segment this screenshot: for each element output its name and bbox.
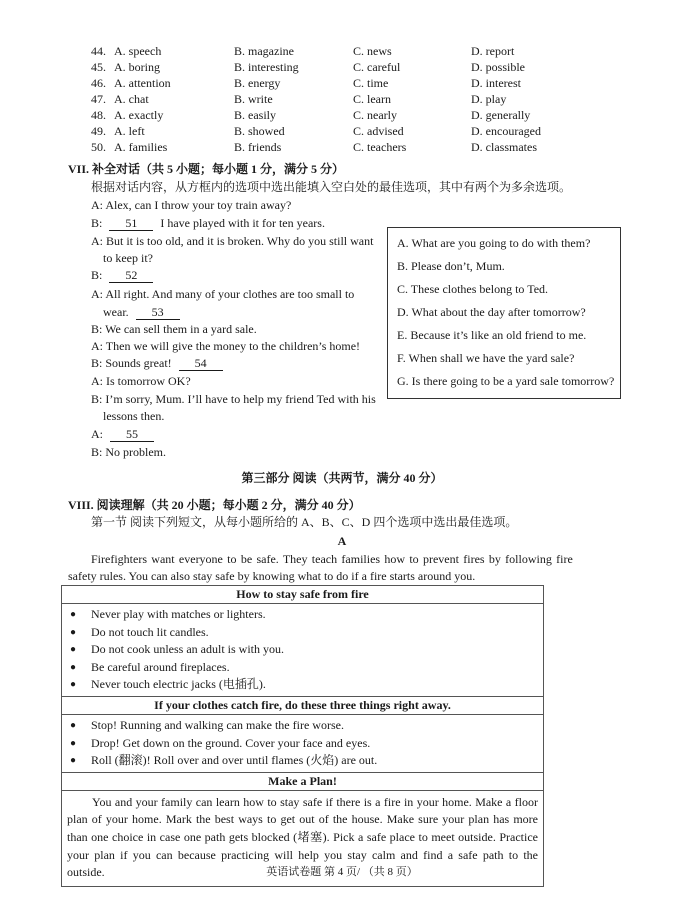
option-d: D. play bbox=[471, 92, 507, 106]
question-number: 48. bbox=[91, 108, 106, 122]
bullet-icon: ● bbox=[70, 609, 77, 620]
list-item: ● Drop! Get down on the ground. Cover your face and eyes. bbox=[62, 735, 543, 753]
answer-blank: 51 bbox=[109, 217, 153, 231]
dialogue-line: B: 51 I have played with it for ten years. bbox=[91, 216, 325, 230]
table-heading: How to stay safe from fire bbox=[62, 586, 544, 604]
option-b: B. energy bbox=[234, 76, 281, 90]
option-row bbox=[0, 59, 684, 75]
option-d: D. interest bbox=[471, 76, 521, 90]
option-d: D. generally bbox=[471, 108, 531, 122]
choices-box bbox=[387, 227, 621, 399]
dialogue-line: lessons then. bbox=[103, 409, 165, 423]
bullet-icon: ● bbox=[70, 626, 77, 638]
dialogue-line: B: I’m sorry, Mum. I’ll have to help my friend Ted with his bbox=[91, 392, 376, 406]
dialogue-line: A: Then we will give the money to the children’s home! bbox=[91, 339, 361, 353]
option-row bbox=[0, 123, 684, 139]
choice-item: F. When shall we have the yard sale? bbox=[397, 351, 575, 365]
dialogue-line: to keep it? bbox=[103, 251, 153, 265]
clothes-fire-list bbox=[62, 714, 544, 772]
option-c: C. news bbox=[353, 44, 392, 58]
bullet-icon: ● bbox=[70, 737, 77, 749]
choice-item: E. Because it’s like an old friend to me. bbox=[397, 328, 587, 342]
dialogue-line: A: 55 bbox=[91, 426, 154, 442]
option-row bbox=[0, 75, 684, 91]
question-number: 46. bbox=[91, 76, 106, 90]
passage-letter: A bbox=[337, 534, 347, 548]
dialogue-line: wear. 53 bbox=[103, 304, 180, 320]
list-item: ● Be careful around fireplaces. bbox=[62, 659, 543, 677]
choice-item: G. Is there going to be a yard sale tomorrow? bbox=[397, 374, 615, 388]
answer-blank: 55 bbox=[110, 428, 154, 442]
list-item: ● Never play with matches or lighters. bbox=[62, 606, 543, 624]
option-row bbox=[0, 107, 684, 123]
option-c: C. advised bbox=[353, 124, 404, 138]
option-b: B. friends bbox=[234, 140, 282, 154]
option-c: C. nearly bbox=[353, 108, 397, 122]
table-heading: If your clothes catch fire, do these three things right away. bbox=[62, 696, 544, 714]
option-a: A. families bbox=[114, 140, 168, 154]
option-a: A. speech bbox=[114, 44, 162, 58]
list-item: ● Never touch electric jacks (电插孔). bbox=[62, 676, 543, 694]
choice-item: B. Please don’t, Mum. bbox=[397, 259, 505, 273]
list-item: ● Do not touch lit candles. bbox=[62, 624, 543, 642]
option-c: C. learn bbox=[353, 92, 391, 106]
option-b: B. interesting bbox=[234, 60, 299, 74]
section-7-instruction: 根据对话内容，从方框内的选项中选出能填入空白处的最佳选项，其中有两个为多余选项。 bbox=[91, 180, 572, 194]
table-heading: Make a Plan! bbox=[62, 772, 544, 790]
passage-intro-line: safety rules. You can also stay safe by knowing what to do if a fire starts around you. bbox=[68, 569, 476, 583]
option-row bbox=[0, 43, 684, 59]
bullet-icon: ● bbox=[70, 719, 77, 731]
choice-item: A. What are you going to do with them? bbox=[397, 236, 591, 250]
dialogue-line: B: No problem. bbox=[91, 445, 166, 459]
choice-item: C. These clothes belong to Ted. bbox=[397, 282, 549, 296]
question-number: 50. bbox=[91, 140, 106, 154]
option-row bbox=[0, 139, 684, 155]
bullet-icon: ● bbox=[70, 644, 77, 656]
option-b: B. write bbox=[234, 92, 273, 106]
passage-intro-line: Firefighters want everyone to be safe. They teach families how to prevent fires by following fire bbox=[91, 552, 573, 566]
choice-item: D. What about the day after tomorrow? bbox=[397, 305, 586, 319]
answer-blank: 53 bbox=[136, 306, 180, 320]
bullet-icon: ● bbox=[70, 661, 77, 673]
bullet-icon: ● bbox=[70, 679, 77, 691]
fire-safety-table bbox=[61, 585, 544, 887]
dialogue-line: B: Sounds great! 54 bbox=[91, 355, 223, 371]
option-a: A. boring bbox=[114, 60, 160, 74]
option-d: D. encouraged bbox=[471, 124, 541, 138]
option-c: C. time bbox=[353, 76, 389, 90]
option-c: C. teachers bbox=[353, 140, 407, 154]
dialogue-line: A: But it is too old, and it is broken. Why do you still want bbox=[91, 234, 374, 248]
section-7-heading: VII. 补全对话（共 5 小题；每小题 1 分，满分 5 分） bbox=[68, 162, 345, 176]
safety-rules-list bbox=[62, 604, 544, 697]
answer-blank: 54 bbox=[179, 357, 223, 371]
option-a: A. attention bbox=[114, 76, 171, 90]
part-3-title: 第三部分 阅读（共两节，满分 40 分） bbox=[241, 471, 443, 485]
question-number: 44. bbox=[91, 44, 106, 58]
option-b: B. easily bbox=[234, 108, 276, 122]
bullet-icon: ● bbox=[70, 755, 77, 767]
option-d: D. classmates bbox=[471, 140, 537, 154]
option-a: A. chat bbox=[114, 92, 149, 106]
question-number: 45. bbox=[91, 60, 106, 74]
option-d: D. report bbox=[471, 44, 515, 58]
list-item: ● Do not cook unless an adult is with you. bbox=[62, 641, 543, 659]
question-number: 47. bbox=[91, 92, 106, 106]
dialogue-line: B: We can sell them in a yard sale. bbox=[91, 322, 257, 336]
option-b: B. magazine bbox=[234, 44, 294, 58]
question-number: 49. bbox=[91, 124, 106, 138]
option-c: C. careful bbox=[353, 60, 401, 74]
dialogue-line: A: Is tomorrow OK? bbox=[91, 374, 191, 388]
dialogue-line: A: All right. And many of your clothes are too small to bbox=[91, 287, 355, 301]
page-footer: 英语试卷题 第 4 页/ （共 8 页） bbox=[266, 866, 418, 878]
dialogue-line: A: Alex, can I throw your toy train away? bbox=[91, 198, 292, 212]
plan-paragraph: You and your family can learn how to stay safe if there is a fire in your home. Make a floor plan of your home. Mark the best ways to get out of the house. Make sure your plan has more than one choice in case one path gets blocked (堵塞). Pick a safe place to meet outside. Practice your plan if you can because practicing will help you stay calm and find a safe path to the outside. bbox=[67, 794, 538, 880]
answer-blank: 52 bbox=[109, 269, 153, 283]
option-a: A. exactly bbox=[114, 108, 164, 122]
option-b: B. showed bbox=[234, 124, 285, 138]
option-row bbox=[0, 91, 684, 107]
section-8-heading: VIII. 阅读理解（共 20 小题；每小题 2 分，满分 40 分） bbox=[68, 498, 361, 512]
section-8-instruction: 第一节 阅读下列短文，从每小题所给的 A、B、C、D 四个选项中选出最佳选项。 bbox=[91, 515, 518, 529]
list-item: ● Roll (翻滚)! Roll over and over until flames (火焰) are out. bbox=[62, 752, 543, 770]
option-a: A. left bbox=[114, 124, 145, 138]
dialogue-line: B: 52 bbox=[91, 267, 153, 283]
option-d: D. possible bbox=[471, 60, 525, 74]
list-item: ● Stop! Running and walking can make the fire worse. bbox=[62, 717, 543, 735]
